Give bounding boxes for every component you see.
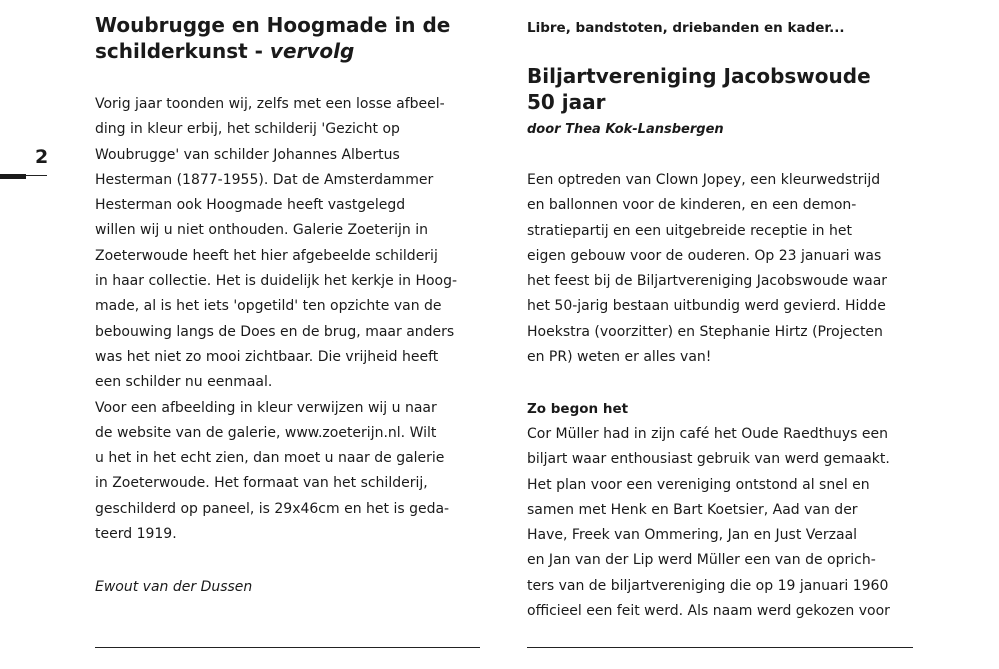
left-signature: Ewout van der Dussen	[95, 579, 253, 595]
intro-line: stratiepartij en een uitgebreide receptie in het	[527, 222, 852, 239]
section-line: en Jan van der Lip werd Müller een van de oprich-	[527, 552, 876, 569]
page-number: 2	[35, 146, 49, 168]
right-title-line-2: 50 jaar	[527, 90, 606, 114]
right-article-title	[527, 63, 871, 115]
right-title-line-1: Biljartvereniging Jacobswoude	[527, 64, 871, 88]
body-line: in Zoeterwoude. Het formaat van het schilderij,	[95, 475, 428, 492]
body-line: Hesterman ook Hoogmade heeft vastgelegd	[95, 197, 406, 214]
right-subheading: Zo begon het	[527, 401, 629, 417]
page-number-marker	[0, 174, 26, 179]
section-line: biljart waar enthousiast gebruik van werd gemaakt.	[527, 451, 890, 468]
body-line: Voor een afbeelding in kleur verwijzen wij u naar	[95, 399, 437, 416]
section-line: Cor Müller had in zijn café het Oude Raedthuys een	[527, 426, 888, 442]
body-line: u het in het echt zien, dan moet u naar de galerie	[95, 450, 445, 467]
left-title-line-1: Woubrugge en Hoogmade in de	[95, 13, 451, 37]
body-line: geschilderd op paneel, is 29x46cm en het is geda-	[95, 500, 450, 517]
section-line: Het plan voor een vereniging ontstond al snel en	[527, 476, 870, 493]
right-intro	[527, 168, 887, 370]
body-line: willen wij u niet onthouden. Galerie Zoeterijn in	[95, 222, 429, 239]
right-section-body	[527, 422, 890, 624]
intro-line: het feest bij de Biljartvereniging Jacobswoude waar	[527, 273, 888, 290]
body-line: Woubrugge' van schilder Johannes Albertus	[95, 146, 400, 163]
intro-line: Een optreden van Clown Jopey, een kleurwedstrijd	[527, 172, 881, 188]
body-line: de website van de galerie, www.zoeterijn.nl. Wilt	[95, 424, 437, 441]
left-title-line-2	[95, 38, 450, 64]
right-byline: door Thea Kok-Lansbergen	[527, 122, 724, 137]
body-line: in haar collectie. Het is duidelijk het kerkje in Hoog-	[95, 273, 458, 290]
body-line: made, al is het iets 'opgetild' ten opzichte van de	[95, 298, 442, 315]
body-line: Vorig jaar toonden wij, zelfs met een losse afbeel-	[95, 96, 445, 112]
section-line: Have, Freek van Ommering, Jan en Just Verzaal	[527, 527, 858, 544]
section-line: officieel een feit werd. Als naam werd gekozen voor	[527, 603, 890, 620]
left-title-line-2-text: schilderkunst -	[95, 39, 270, 63]
section-line: ters van de biljartvereniging die op 19 januari 1960	[527, 577, 889, 594]
body-line: was het niet zo mooi zichtbaar. Die vrijheid heeft	[95, 348, 439, 365]
body-line: Hesterman (1877-1955). Dat de Amsterdammer	[95, 171, 434, 188]
body-line: Zoeterwoude heeft het hier afgebeelde schilderij	[95, 247, 438, 264]
right-bottom-rule	[527, 647, 913, 648]
left-title-suffix: vervolg	[269, 39, 355, 63]
left-article-title	[95, 12, 450, 64]
right-kicker: Libre, bandstoten, driebanden en kader...	[527, 20, 845, 36]
section-line: samen met Henk en Bart Koetsier, Aad van der	[527, 501, 858, 518]
intro-line: het 50-jarig bestaan uitbundig werd gevierd. Hidde	[527, 298, 886, 315]
intro-line: en PR) weten er alles van!	[527, 349, 712, 366]
left-bottom-rule	[95, 647, 480, 648]
body-line: bebouwing langs de Does en de brug, maar anders	[95, 323, 455, 340]
intro-line: eigen gebouw voor de ouderen. Op 23 januari was	[527, 247, 882, 264]
left-article-body	[95, 92, 457, 547]
intro-line: Hoekstra (voorzitter) en Stephanie Hirtz (Projecten	[527, 323, 883, 340]
intro-line: en ballonnen voor de kinderen, en een demon-	[527, 197, 857, 214]
body-line: een schilder nu eenmaal.	[95, 374, 273, 391]
body-line: ding in kleur erbij, het schilderij 'Gezicht op	[95, 121, 400, 138]
body-line: teerd 1919.	[95, 526, 177, 543]
